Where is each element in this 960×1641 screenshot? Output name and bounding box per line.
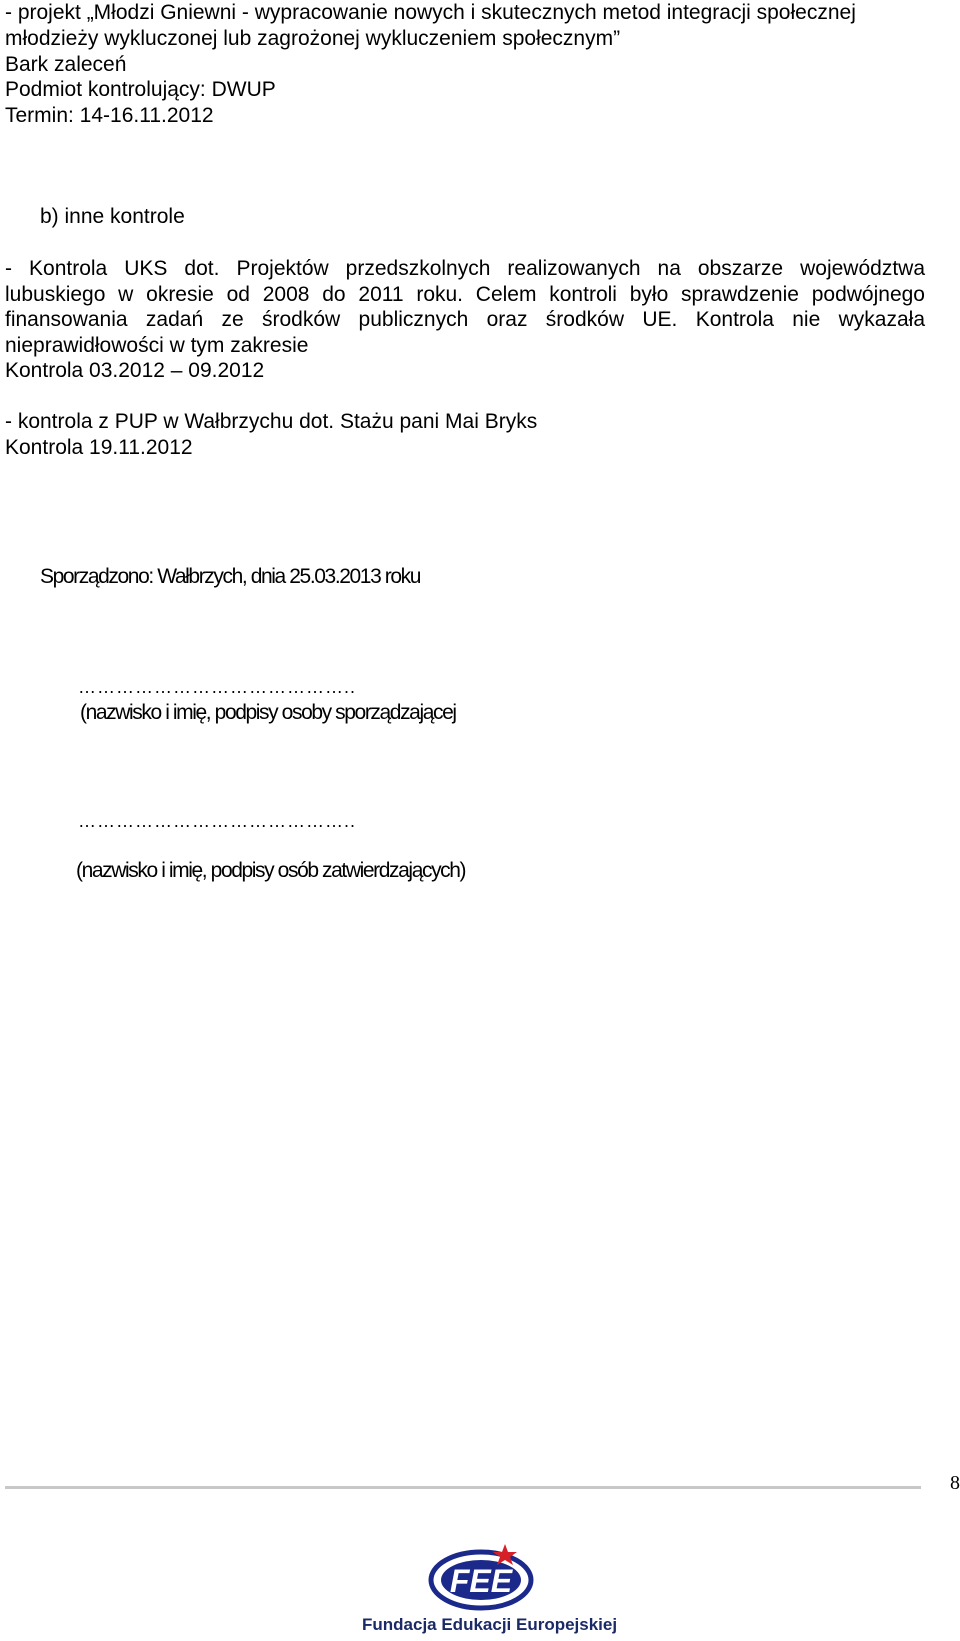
project-line-1: - projekt „Młodzi Gniewni - wypracowanie nowych i skutecznych metod integracji społecznej <box>5 1 856 24</box>
section-b-heading: b) inne kontrole <box>40 205 185 228</box>
page-number: 8 <box>950 1472 960 1494</box>
signature-dots-1: …………………………………….. <box>78 677 357 697</box>
signature-label-2: (nazwisko i imię, podpisy osób zatwierdzających) <box>76 859 466 882</box>
fee-logo <box>425 1542 537 1619</box>
recommendations-line: Bark zaleceń <box>5 53 127 76</box>
kontrola-2-date: Kontrola 19.11.2012 <box>5 436 193 459</box>
signature-label-1: (nazwisko i imię, podpisy osoby sporządzającej <box>80 701 456 724</box>
uks-paragraph-line-4: nieprawidłowości w tym zakresie <box>5 334 309 357</box>
uks-paragraph-line-3: finansowania zadań ze środków publicznych oraz środków UE. Kontrola nie wykazała <box>5 308 925 331</box>
foundation-name: Fundacja Edukacji Europejskiej <box>362 1615 618 1634</box>
footer-divider <box>5 1486 921 1489</box>
prepared-line: Sporządzono: Wałbrzych, dnia 25.03.2013 roku <box>40 565 421 588</box>
kontrola-1-date: Kontrola 03.2012 – 09.2012 <box>5 359 265 382</box>
uks-paragraph-line-2: lubuskiego w okresie od 2008 do 2011 roku. Celem kontroli było sprawdzenie podwójnego <box>5 283 925 306</box>
kontrola-2-line: - kontrola z PUP w Wałbrzychu dot. Stażu pani Mai Bryks <box>5 410 538 433</box>
logo-text: FEE <box>449 1563 513 1599</box>
signature-dots-2: …………………………………….. <box>78 811 357 831</box>
controlling-entity-line: Podmiot kontrolujący: DWUP <box>5 78 276 101</box>
term-line: Termin: 14-16.11.2012 <box>5 104 214 127</box>
uks-paragraph-line-1: - Kontrola UKS dot. Projektów przedszkolnych realizowanych na obszarze województwa <box>5 257 925 280</box>
project-line-2: młodzieży wykluczonej lub zagrożonej wykluczeniem społecznym” <box>5 27 621 50</box>
